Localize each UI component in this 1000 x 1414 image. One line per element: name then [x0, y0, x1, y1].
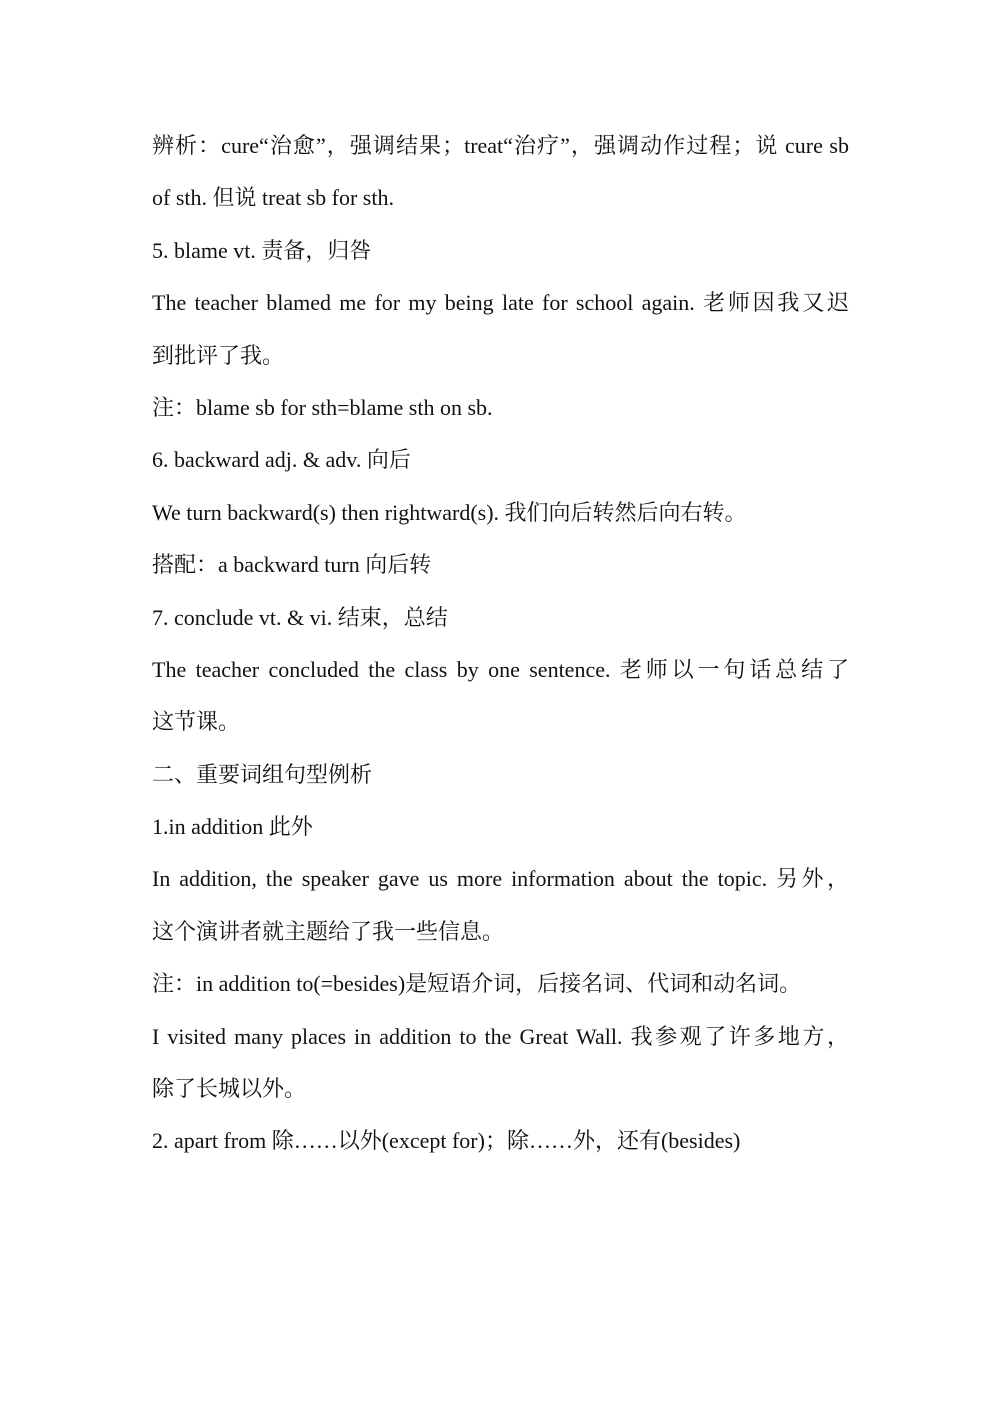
- example-sentence-in-addition: In addition, the speaker gave us more information about the topic. 另外，: [152, 866, 849, 892]
- document-page: [152, 120, 852, 1168]
- example-sentence-conclude: The teacher concluded the class by one sentence. 老师以一句话总结了: [152, 656, 849, 682]
- example-sentence-conclude-cont: 这节课。: [152, 709, 241, 735]
- example-sentence-in-addition-to-cont: 除了长城以外。: [152, 1076, 307, 1102]
- example-sentence-backward: We turn backward(s) then rightward(s). 我们向后转然后向右转。: [152, 499, 747, 525]
- phrase-heading-apart-from: 2. apart from 除……以外(except for)；除……外，还有(besides): [152, 1128, 741, 1154]
- vocab-heading-backward: 6. backward adj. & adv. 向后: [152, 447, 411, 473]
- text-line-cure-treat-analysis-cont: of sth. 但说 treat sb for sth.: [152, 185, 394, 211]
- text-line-cure-treat-analysis: 辨析：cure“治愈”，强调结果；treat“治疗”，强调动作过程；说 cure sb: [152, 133, 849, 158]
- phrase-heading-in-addition: 1.in addition 此外: [152, 814, 313, 840]
- example-sentence-blame-cont: 到批评了我。: [152, 342, 285, 368]
- example-sentence-in-addition-to: I visited many places in addition to the Great Wall. 我参观了许多地方，: [152, 1023, 849, 1049]
- collocation-backward: 搭配：a backward turn 向后转: [152, 552, 432, 578]
- note-blame: 注：blame sb for sth=blame sth on sb.: [152, 394, 493, 420]
- vocab-heading-blame: 5. blame vt. 责备，归咎: [152, 237, 372, 263]
- example-sentence-blame: The teacher blamed me for my being late for school again. 老师因我又迟: [152, 290, 849, 316]
- example-sentence-in-addition-cont: 这个演讲者就主题给了我一些信息。: [152, 918, 505, 944]
- section-heading-phrases: 二、重要词组句型例析: [152, 761, 373, 787]
- vocab-heading-conclude: 7. conclude vt. & vi. 结束，总结: [152, 604, 448, 630]
- note-in-addition-to: 注：in addition to(=besides)是短语介词，后接名词、代词和动名词。: [152, 971, 802, 997]
